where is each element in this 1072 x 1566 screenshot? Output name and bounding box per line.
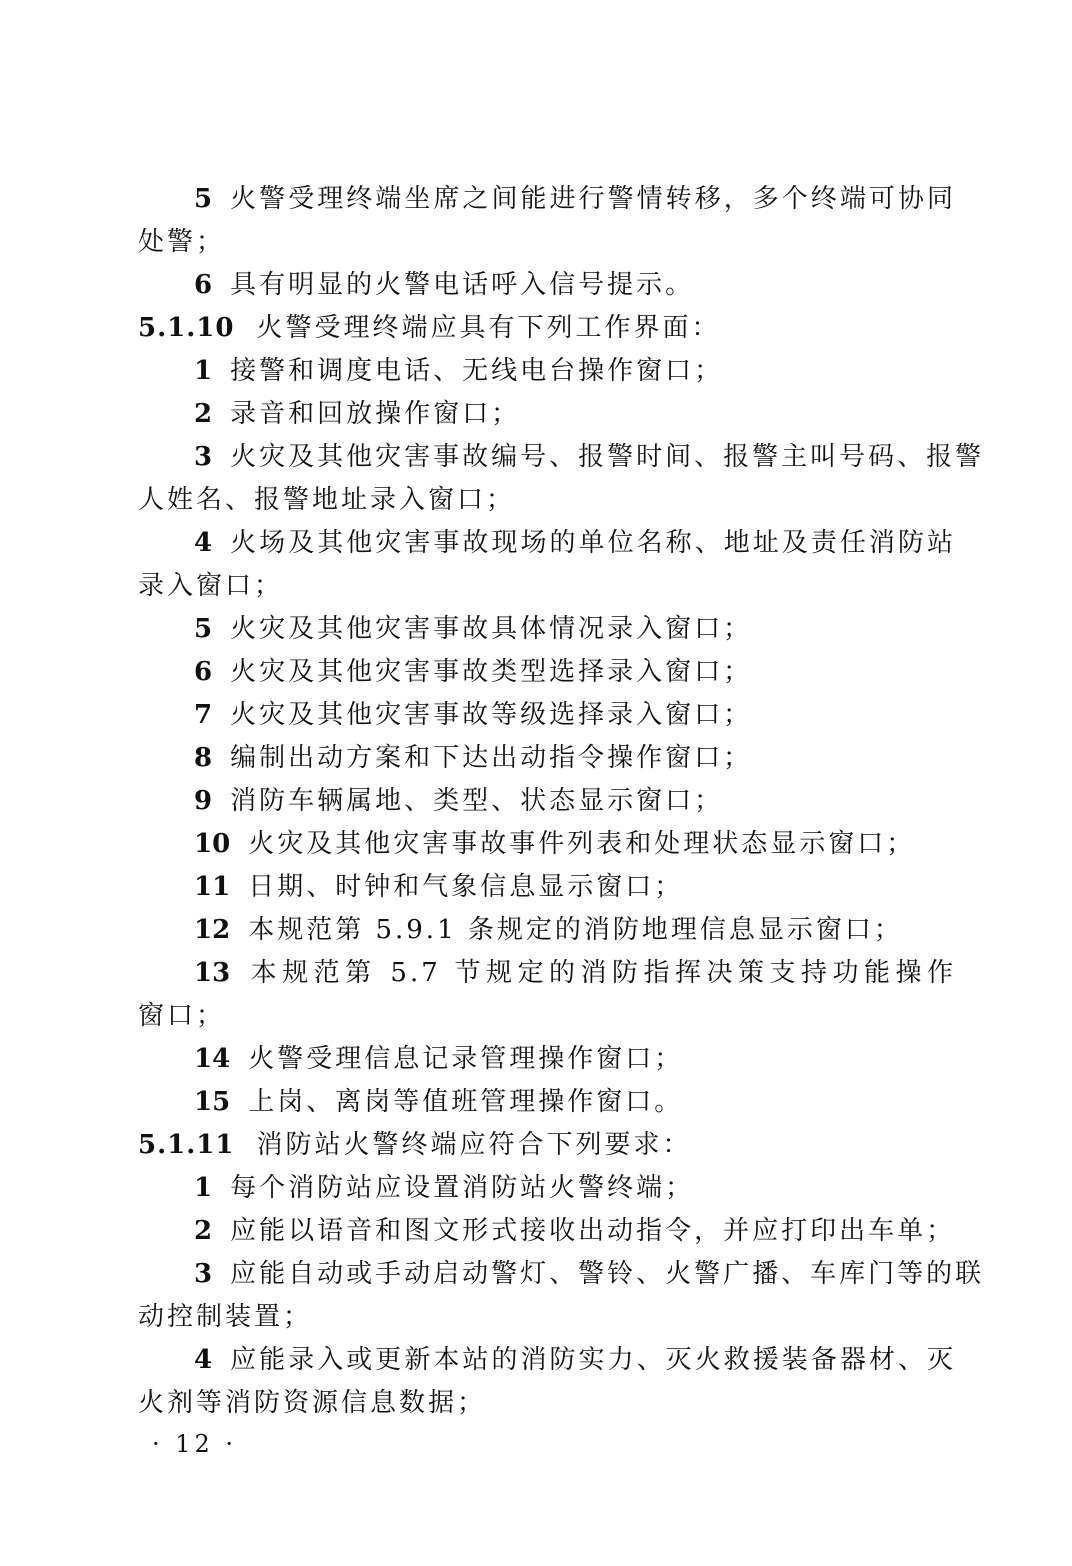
item-text: 火灾及其他灾害事故具体情况录入窗口； [230, 614, 753, 644]
item-text: 窗口； [138, 1001, 226, 1031]
item-text: 火剂等消防资源信息数据； [138, 1388, 487, 1418]
list-item-continuation [138, 565, 956, 608]
item-text: 火灾及其他灾害事故类型选择录入窗口； [230, 657, 753, 687]
list-item-continuation [138, 1296, 956, 1339]
item-text: 上岗、离岗等值班管理操作窗口。 [248, 1087, 684, 1117]
item-number: 15 [194, 1087, 231, 1117]
item-text: 接警和调度电话、无线电台操作窗口； [230, 356, 724, 386]
item-number: 9 [194, 786, 213, 816]
list-item-continuation [138, 479, 956, 522]
item-text: 录入窗口； [138, 571, 284, 601]
list-item [138, 780, 956, 823]
item-number: 14 [194, 1044, 231, 1074]
list-item [138, 1253, 985, 1296]
item-number: 2 [194, 1216, 213, 1246]
item-text: 人姓名、报警地址录入窗口； [138, 485, 516, 515]
item-text: 火灾及其他灾害事故事件列表和处理状态显示窗口； [248, 829, 916, 859]
item-number: 4 [194, 1345, 213, 1375]
list-item [138, 1210, 956, 1253]
list-item [138, 737, 956, 780]
list-item [138, 522, 956, 565]
document-body [138, 178, 985, 1425]
item-text: 具有明显的火警电话呼入信号提示。 [230, 270, 695, 300]
item-number: 8 [194, 743, 213, 773]
item-number: 3 [194, 1259, 213, 1289]
item-text: 应能自动或手动启动警灯、警铃、火警广播、车库门等的联 [230, 1259, 985, 1289]
item-text: 消防车辆属地、类型、状态显示窗口； [230, 786, 724, 816]
item-number: 11 [194, 872, 231, 902]
item-number: 12 [194, 915, 231, 945]
item-text: 本规范第 5.9.1 条规定的消防地理信息显示窗口； [248, 915, 903, 945]
item-number: 1 [194, 356, 213, 386]
item-text: 火灾及其他灾害事故编号、报警时间、报警主叫号码、报警 [230, 442, 985, 472]
clause-number: 5.1.11 [138, 1130, 235, 1160]
item-text: 每个消防站应设置消防站火警终端； [230, 1173, 695, 1203]
list-item-continuation [138, 995, 956, 1038]
list-item [138, 952, 956, 995]
list-item [138, 823, 956, 866]
list-item [138, 608, 956, 651]
item-number: 10 [194, 829, 231, 859]
list-item [138, 264, 956, 307]
item-number: 6 [194, 657, 213, 687]
list-item [138, 909, 956, 952]
item-text: 录音和回放操作窗口； [230, 399, 521, 429]
list-item [138, 1167, 956, 1210]
list-item [138, 436, 985, 479]
item-number: 4 [194, 528, 213, 558]
clause-heading [138, 1124, 956, 1167]
clause-text: 消防站火警终端应符合下列要求： [256, 1130, 692, 1160]
item-text: 火警受理信息记录管理操作窗口； [248, 1044, 684, 1074]
list-item [138, 866, 956, 909]
list-item [138, 178, 956, 221]
list-item [138, 393, 956, 436]
item-number: 3 [194, 442, 213, 472]
item-number: 5 [194, 184, 213, 214]
list-item-continuation [138, 1382, 956, 1425]
item-text: 编制出动方案和下达出动指令操作窗口； [230, 743, 753, 773]
item-text: 火场及其他灾害事故现场的单位名称、地址及责任消防站 [230, 528, 956, 558]
item-text: 处警； [138, 227, 226, 257]
page-number: · 12 · [152, 1430, 238, 1458]
list-item [138, 1339, 956, 1382]
item-number: 5 [194, 614, 213, 644]
list-item [138, 1081, 956, 1124]
item-number: 7 [194, 700, 213, 730]
list-item [138, 651, 956, 694]
clause-heading [138, 307, 956, 350]
item-text: 动控制装置； [138, 1302, 313, 1332]
item-number: 13 [194, 958, 231, 988]
clause-text: 火警受理终端应具有下列工作界面： [256, 313, 721, 343]
list-item [138, 694, 956, 737]
list-item-continuation [138, 221, 956, 264]
item-text: 火灾及其他灾害事故等级选择录入窗口； [230, 700, 753, 730]
item-text: 火警受理终端坐席之间能进行警情转移，多个终端可协同 [230, 184, 956, 214]
item-text: 应能录入或更新本站的消防实力、灭火救援装备器材、灭 [230, 1345, 956, 1375]
list-item [138, 350, 956, 393]
list-item [138, 1038, 956, 1081]
item-text: 日期、时钟和气象信息显示窗口； [248, 872, 684, 902]
item-text: 本规范第 5.7 节规定的消防指挥决策支持功能操作 [248, 958, 956, 988]
item-number: 1 [194, 1173, 213, 1203]
item-text: 应能以语音和图文形式接收出动指令，并应打印出车单； [230, 1216, 956, 1246]
item-number: 2 [194, 399, 213, 429]
item-number: 6 [194, 270, 213, 300]
clause-number: 5.1.10 [138, 313, 235, 343]
